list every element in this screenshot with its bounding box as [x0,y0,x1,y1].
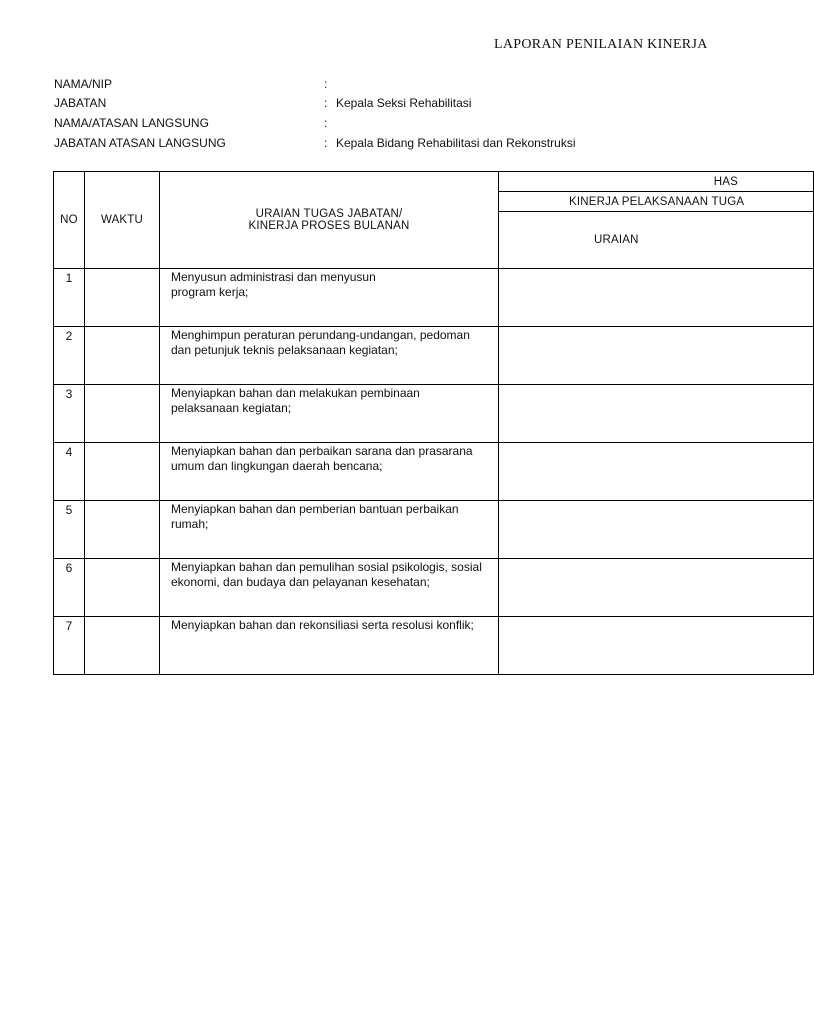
task-cell [160,559,499,617]
report-title: LAPORAN PENILAIAN KINERJA [494,37,708,52]
task-text-line2: dan petunjuk teknis pelaksanaan kegiatan; [171,343,398,357]
header-kinerja-pelaksanaan: KINERJA PELAKSANAAN TUGA [499,192,814,212]
table-row [54,501,814,559]
task-text-line2: program kerja; [171,285,249,299]
uraian-cell[interactable] [499,559,814,617]
row-number: 7 [54,617,85,675]
table-row [54,617,814,675]
task-text-line2: ekonomi, dan budaya dan pelayanan kesehatan; [171,575,430,589]
performance-table [53,171,814,675]
header-no: NO [54,172,85,269]
waktu-cell[interactable] [85,443,160,501]
header-uraian-tugas [160,172,499,269]
task-cell [160,269,499,327]
info-label: JABATAN ATASAN LANGSUNG [54,136,226,150]
uraian-cell[interactable] [499,617,814,675]
uraian-cell[interactable] [499,501,814,559]
header-hasil: HAS [499,172,814,192]
table-row [54,269,814,327]
table-row [54,559,814,617]
info-colon: : [324,96,328,110]
waktu-cell[interactable] [85,501,160,559]
row-number: 1 [54,269,85,327]
task-text-line2: pelaksanaan kegiatan; [171,401,292,415]
task-text-line1: Menyusun administrasi dan menyusun [171,270,376,284]
row-number: 3 [54,385,85,443]
task-cell [160,385,499,443]
info-colon: : [324,77,328,91]
row-number: 2 [54,327,85,385]
info-colon: : [324,116,328,130]
performance-table-viewport [53,171,745,677]
task-text-line1: Menyiapkan bahan dan pemberian bantuan perbaikan [171,502,459,516]
header-uraian: URAIAN [499,212,814,269]
task-cell [160,501,499,559]
table-row [54,327,814,385]
row-number: 5 [54,501,85,559]
task-cell [160,443,499,501]
header-uraian-tugas-line1: URAIAN TUGAS JABATAN/ [255,208,403,220]
table-row [54,443,814,501]
info-value: Kepala Bidang Rehabilitasi dan Rekonstruksi [336,136,576,150]
task-text-line1: Menyiapkan bahan dan rekonsiliasi serta resolusi konflik; [171,618,474,632]
info-colon: : [324,136,328,150]
table-row [54,385,814,443]
waktu-cell[interactable] [85,327,160,385]
info-value: Kepala Seksi Rehabilitasi [336,96,472,110]
uraian-cell[interactable] [499,327,814,385]
task-cell [160,327,499,385]
row-number: 4 [54,443,85,501]
task-text-line1: Menyiapkan bahan dan pemulihan sosial psikologis, sosial [171,560,482,574]
info-label: JABATAN [54,96,107,110]
task-text-line2: rumah; [171,517,209,531]
task-text-line2: umum dan lingkungan daerah bencana; [171,459,383,473]
uraian-cell[interactable] [499,385,814,443]
task-text-line1: Menyiapkan bahan dan perbaikan sarana dan prasarana [171,444,473,458]
waktu-cell[interactable] [85,269,160,327]
waktu-cell[interactable] [85,559,160,617]
uraian-cell[interactable] [499,269,814,327]
row-number: 6 [54,559,85,617]
task-text-line1: Menghimpun peraturan perundang-undangan, pedoman [171,328,470,342]
header-uraian-tugas-line2: KINERJA PROSES BULANAN [248,220,410,232]
waktu-cell[interactable] [85,385,160,443]
waktu-cell[interactable] [85,617,160,675]
task-text-line1: Menyiapkan bahan dan melakukan pembinaan [171,386,420,400]
uraian-cell[interactable] [499,443,814,501]
info-label: NAMA/NIP [54,77,113,91]
info-label: NAMA/ATASAN LANGSUNG [54,116,209,130]
task-cell [160,617,499,675]
header-waktu: WAKTU [85,172,160,269]
